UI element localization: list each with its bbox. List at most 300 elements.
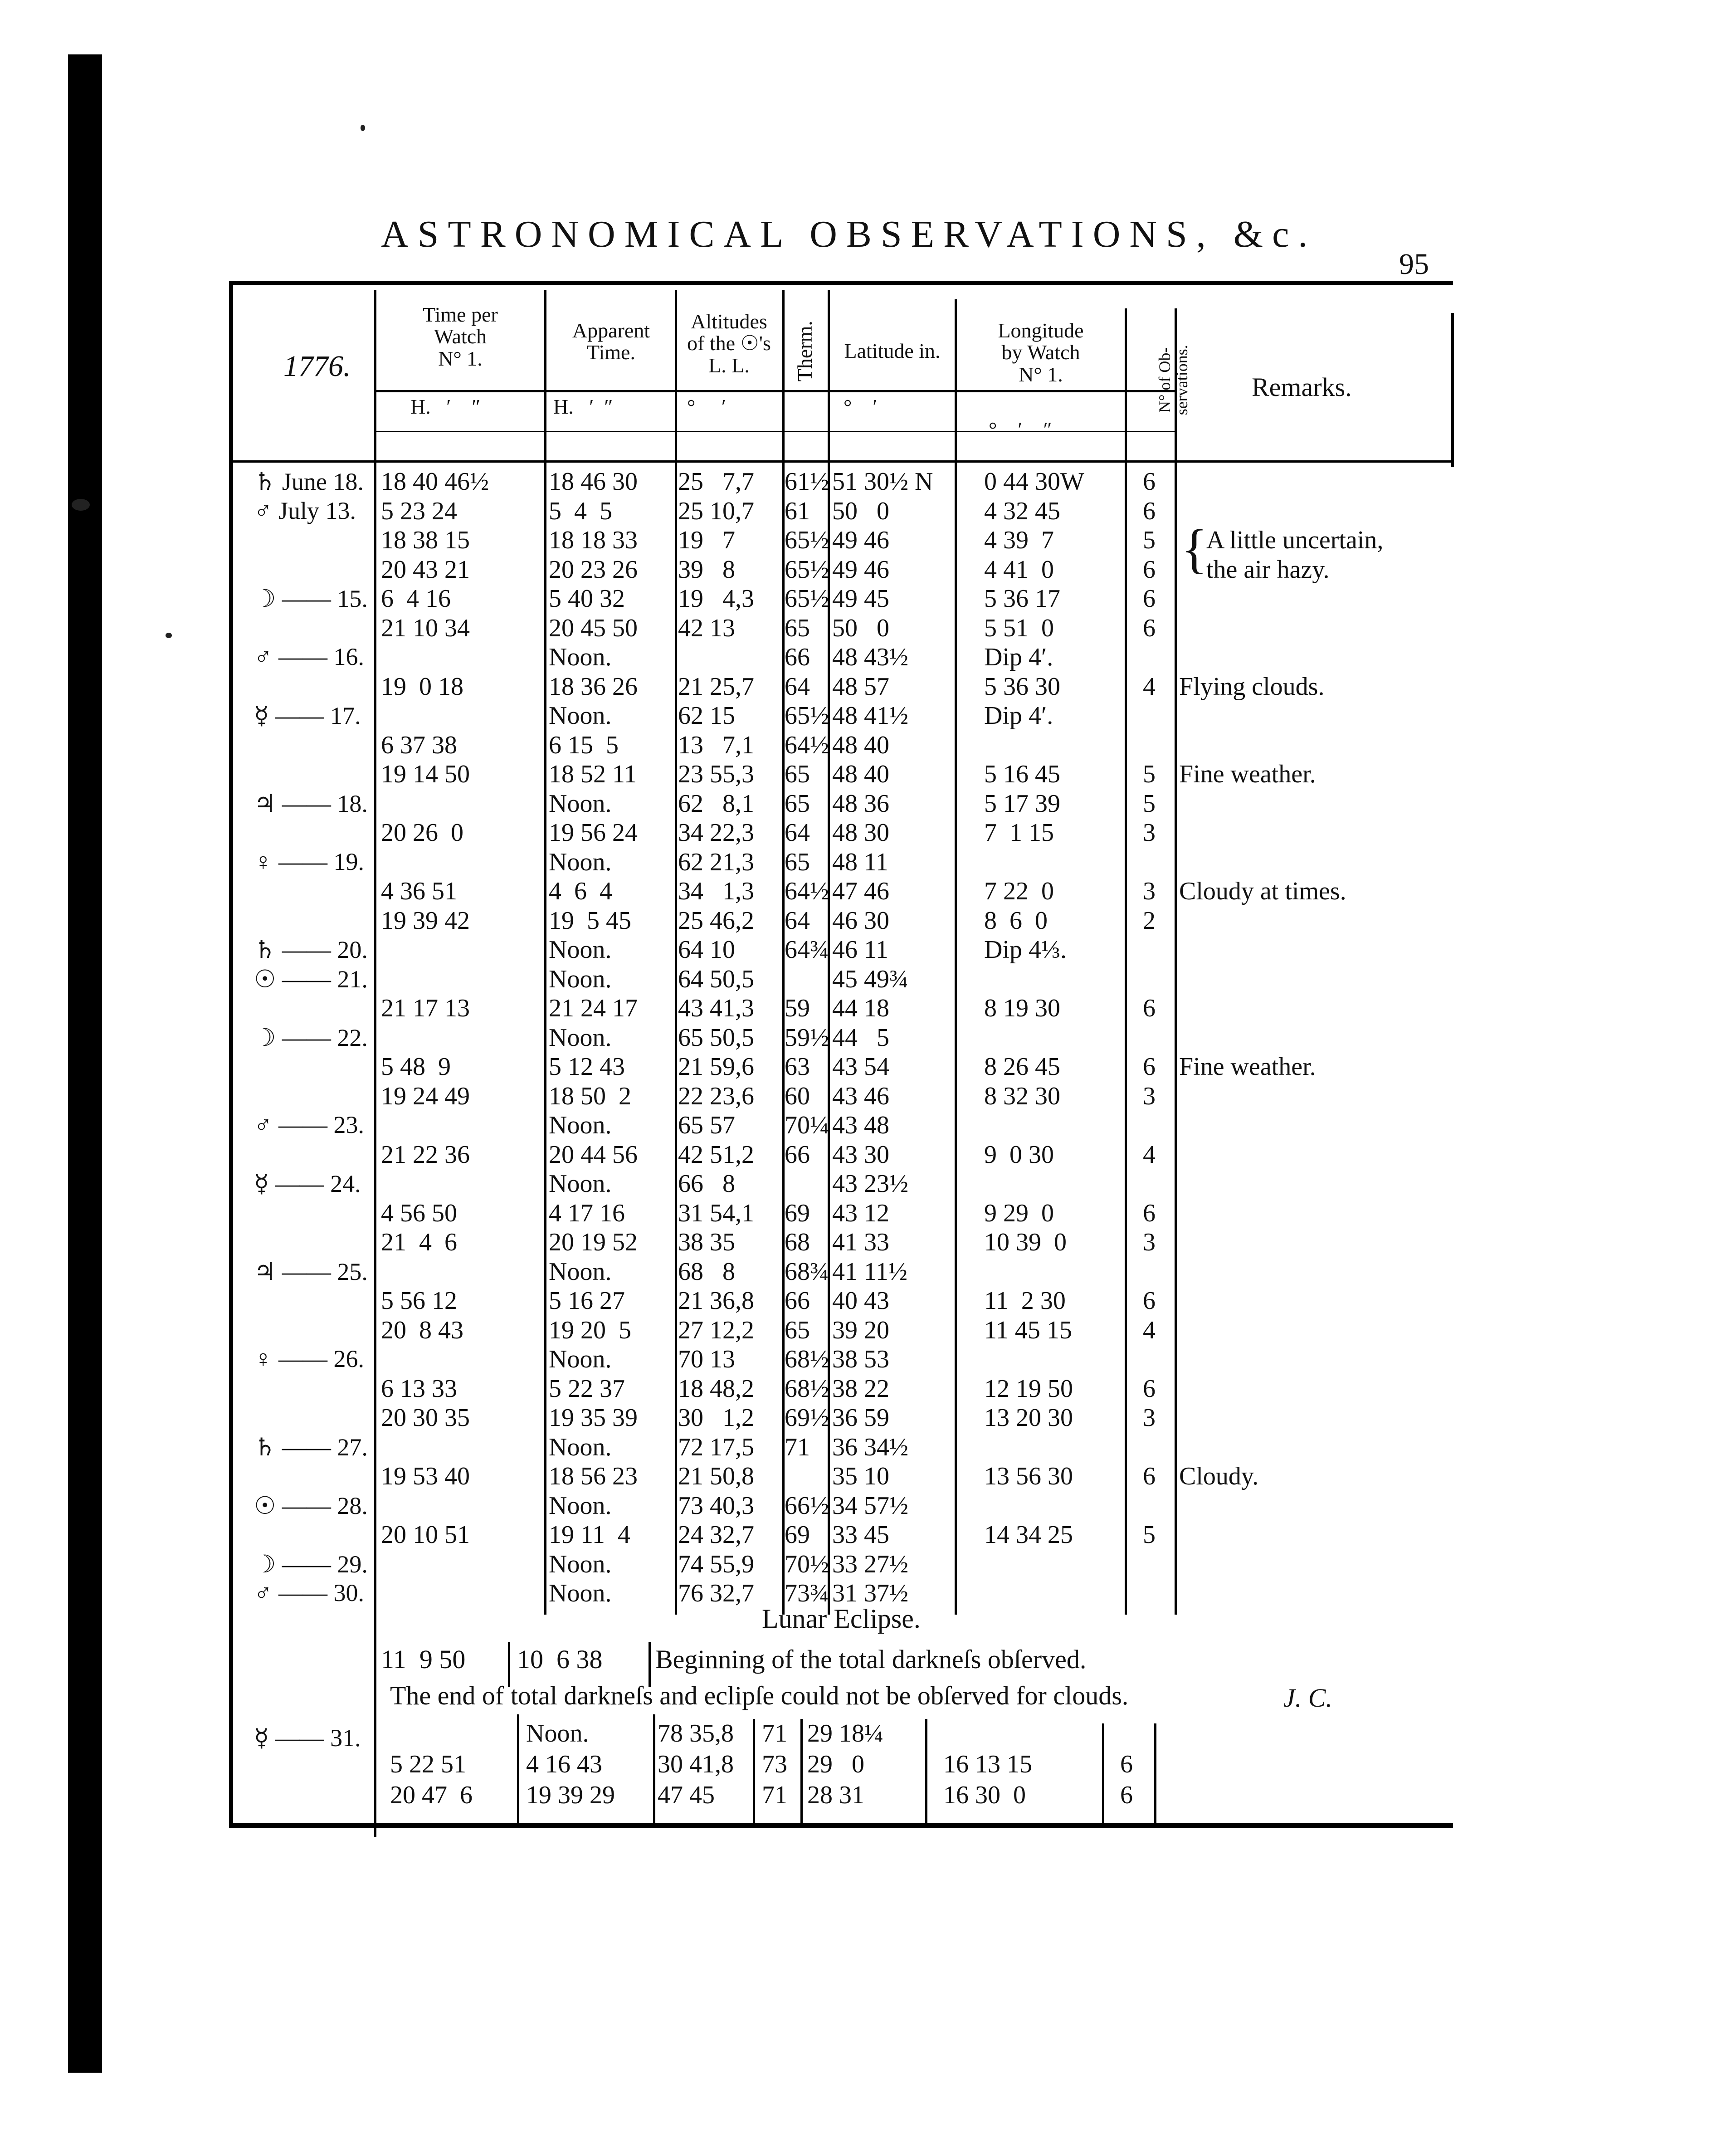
cell-apparent: 18 36 26 [549,672,638,701]
cell-watch: 19 0 18 [381,672,463,701]
final-cell-therm: 71 [762,1781,787,1809]
cell-apparent: 20 19 52 [549,1228,638,1256]
cell-watch: 19 53 40 [381,1462,470,1490]
cell-therm: 66½ [785,1491,829,1520]
cell-apparent: Noon. [549,1579,612,1607]
cell-obs: 5 [1143,760,1156,788]
cell-therm: 64 [785,819,810,847]
cell-apparent: 5 40 32 [549,585,625,613]
cell-obs: 6 [1143,497,1156,525]
cell-lon: 7 1 15 [984,819,1054,847]
cell-alt: 30 1,2 [678,1404,754,1432]
cell-obs: 6 [1143,1374,1156,1403]
cell-obs: 5 [1143,789,1156,818]
column-rule [955,299,957,1615]
cell-lat: 46 11 [832,936,888,964]
cell-therm: 61 [785,497,810,525]
running-head: ASTRONOMICAL OBSERVATIONS, &c. [381,213,1317,255]
cell-therm: 64 [785,672,810,701]
cell-lon: 14 34 25 [984,1521,1073,1549]
remark-text: Flying clouds. [1179,672,1325,701]
final-cell-apparent: Noon. [526,1719,589,1747]
cell-alt: 23 55,3 [678,760,754,788]
cell-lon: 7 22 0 [984,877,1054,905]
column-rule [753,1719,755,1823]
cell-apparent: Noon. [549,848,612,876]
cell-therm: 73¾ [785,1579,829,1607]
cell-lat: 49 45 [832,585,889,613]
cell-apparent: 5 22 37 [549,1374,625,1403]
eclipse-end-note: The end of total darkneſs and eclipſe could not be obſerved for clouds. [390,1681,1129,1710]
date-label: ☽ —— 22. [254,1024,368,1051]
cell-therm: 65 [785,760,810,788]
cell-obs: 6 [1143,614,1156,642]
date-label: ♂ —— 30. [254,1579,364,1606]
date-label: ☽ —— 29. [254,1550,368,1578]
cell-alt: 27 12,2 [678,1316,754,1344]
cell-obs: 6 [1143,1287,1156,1315]
cell-alt: 19 4,3 [678,585,754,613]
cell-obs: 4 [1143,1140,1156,1169]
remark-text: A little uncertain, [1206,526,1384,554]
date-label: ☿ —— 31. [254,1724,361,1752]
cell-lat: 38 22 [832,1374,889,1403]
cell-lon: 8 32 30 [984,1082,1060,1110]
eclipse-apparent-time: 10 6 38 [517,1645,603,1674]
cell-lat: 43 12 [832,1199,889,1227]
cell-alt: 21 59,6 [678,1053,754,1081]
cell-watch: 19 39 42 [381,906,470,935]
date-label: ♂ —— 23. [254,1111,364,1138]
cell-apparent: Noon. [549,1111,612,1139]
final-cell-watch: 20 47 6 [390,1781,473,1809]
cell-watch: 18 38 15 [381,526,470,554]
cell-lat: 43 48 [832,1111,889,1139]
cell-lon: 12 19 50 [984,1374,1073,1403]
cell-lat: 45 49¾ [832,965,908,993]
cell-obs: 6 [1143,585,1156,613]
cell-lat: 46 30 [832,906,889,935]
cell-apparent: 4 6 4 [549,877,612,905]
cell-obs: 3 [1143,819,1156,847]
ink-speck [166,633,172,638]
cell-alt: 73 40,3 [678,1491,754,1520]
cell-watch: 5 56 12 [381,1287,457,1315]
cell-apparent: Noon. [549,1257,612,1286]
final-cell-watch: 5 22 51 [390,1750,466,1778]
year-heading: 1776. [283,350,351,383]
cell-alt: 62 8,1 [678,789,754,818]
cell-therm: 61½ [785,468,829,496]
final-cell-therm: 73 [762,1750,787,1778]
cell-watch: 5 23 24 [381,497,457,525]
final-cell-obs: 6 [1120,1781,1133,1809]
final-cell-lat: 29 0 [807,1750,864,1778]
cell-lat: 49 46 [832,526,889,554]
remark-text: Fine weather. [1179,1053,1316,1081]
cell-obs: 6 [1143,555,1156,584]
observations-count-heading: N° of Ob- servations. [1156,345,1191,415]
header-rule [374,431,1175,432]
cell-obs: 6 [1143,1199,1156,1227]
final-cell-lon: 16 13 15 [943,1750,1032,1778]
header-rule [374,390,1175,392]
cell-lon: 4 41 0 [984,555,1054,584]
cell-watch: 5 48 9 [381,1053,451,1081]
cell-therm: 65½ [785,555,829,584]
cell-alt: 42 51,2 [678,1140,754,1169]
cell-lat: 43 54 [832,1053,889,1081]
cell-therm: 69½ [785,1404,829,1432]
cell-watch: 6 37 38 [381,731,457,759]
cell-lon: 8 6 0 [984,906,1048,935]
cell-therm: 64½ [785,731,829,759]
cell-lon: 8 19 30 [984,994,1060,1022]
cell-lon: 9 29 0 [984,1199,1054,1227]
cell-watch: 21 10 34 [381,614,470,642]
therm-heading: Therm. [793,321,816,382]
cell-apparent: 5 4 5 [549,497,612,525]
cell-therm: 68½ [785,1345,829,1373]
cell-lon: Dip 4⅓. [984,936,1067,964]
cell-lat: 48 57 [832,672,889,701]
cell-watch: 21 17 13 [381,994,470,1022]
cell-apparent: Noon. [549,1550,612,1578]
cell-lat: 50 0 [832,614,889,642]
cell-lat: 34 57½ [832,1491,908,1520]
cell-lat: 35 10 [832,1462,889,1490]
cell-watch: 6 13 33 [381,1374,457,1403]
cell-watch: 4 56 50 [381,1199,457,1227]
altitudes-heading: Altitudes of the ☉'s L. L. [687,310,771,377]
remark-text: Fine weather. [1179,760,1316,788]
column-rule [1125,308,1127,1615]
cell-alt: 66 8 [678,1170,735,1198]
column-rule [1154,1723,1156,1823]
cell-lon: 8 26 45 [984,1053,1060,1081]
cell-apparent: 21 24 17 [549,994,638,1022]
cell-lat: 48 11 [832,848,888,876]
cell-obs: 5 [1143,526,1156,554]
cell-watch: 4 36 51 [381,877,457,905]
cell-watch: 19 24 49 [381,1082,470,1110]
date-label: ♀ —— 26. [254,1345,364,1372]
cell-alt: 70 13 [678,1345,735,1373]
cell-watch: 20 30 35 [381,1404,470,1432]
header-rule [231,460,1451,463]
cell-alt: 13 7,1 [678,731,754,759]
cell-obs: 3 [1143,1082,1156,1110]
column-rule [1175,308,1177,1615]
cell-obs: 2 [1143,906,1156,935]
eclipse-watch-time: 11 9 50 [381,1645,466,1674]
cell-lat: 40 43 [832,1287,889,1315]
cell-apparent: 20 23 26 [549,555,638,584]
time-per-watch-heading: Time per Watch N° 1. [423,303,498,370]
cell-lon: 13 56 30 [984,1462,1073,1490]
date-label: ♄ —— 20. [254,936,368,963]
cell-obs: 5 [1143,1521,1156,1549]
cell-alt: 65 57 [678,1111,735,1139]
cell-therm: 66 [785,643,810,671]
units-latitude: ° ′ [844,395,878,418]
date-label: ♄ June 18. [254,468,364,495]
cell-therm: 65 [785,789,810,818]
cell-lon: 13 20 30 [984,1404,1073,1432]
cell-apparent: 6 15 5 [549,731,619,759]
cell-therm: 65½ [785,702,829,730]
signature: J. C. [1283,1683,1332,1713]
cell-apparent: 18 52 11 [549,760,637,788]
remark-text: the air hazy. [1206,555,1330,584]
units-time: H. ′ ″ [410,395,481,418]
cell-lat: 43 30 [832,1140,889,1169]
date-label: ♂ July 13. [254,497,356,524]
column-rule [1102,1723,1104,1823]
eclipse-title: Lunar Eclipse. [762,1604,921,1634]
date-label: ♄ —— 27. [254,1433,368,1461]
final-cell-lat: 29 18¼ [807,1719,883,1747]
cell-alt: 62 15 [678,702,735,730]
cell-therm: 65 [785,1316,810,1344]
cell-lat: 50 0 [832,497,889,525]
cell-lon: 5 16 45 [984,760,1060,788]
cell-alt: 21 25,7 [678,672,754,701]
cell-apparent: 18 50 2 [549,1082,631,1110]
cell-therm: 65½ [785,526,829,554]
cell-alt: 34 1,3 [678,877,754,905]
cell-lat: 48 30 [832,819,889,847]
cell-lon: Dip 4′. [984,702,1053,730]
cell-therm: 64 [785,906,810,935]
cell-lat: 44 5 [832,1023,889,1052]
cell-alt: 68 8 [678,1257,735,1286]
cell-apparent: 19 35 39 [549,1404,638,1432]
date-label: ☉ —— 21. [254,965,368,993]
cell-lat: 47 46 [832,877,889,905]
cell-watch: 18 40 46½ [381,468,489,496]
cell-apparent: 20 44 56 [549,1140,638,1169]
date-label: ☿ —— 17. [254,702,361,729]
cell-apparent: Noon. [549,1345,612,1373]
units-apparent: H. ′ ″ [553,395,613,418]
cell-apparent: 18 18 33 [549,526,638,554]
date-label: ♀ —— 19. [254,848,364,875]
cell-lon: 4 32 45 [984,497,1060,525]
cell-watch: 20 8 43 [381,1316,463,1344]
cell-alt: 22 23,6 [678,1082,754,1110]
cell-lat: 48 40 [832,731,889,759]
cell-therm: 71 [785,1433,810,1461]
cell-lon: Dip 4′. [984,643,1053,671]
cell-alt: 64 10 [678,936,735,964]
cell-lon: 5 36 30 [984,672,1060,701]
cell-apparent: Noon. [549,965,612,993]
cell-therm: 63 [785,1053,810,1081]
cell-apparent: Noon. [549,1170,612,1198]
cell-watch: 21 4 6 [381,1228,457,1256]
cell-lat: 48 43½ [832,643,908,671]
cell-therm: 59 [785,994,810,1022]
cell-lat: 51 30½ N [832,468,933,496]
column-rule [800,1719,803,1823]
units-altitude: ° ′ [687,395,726,418]
cell-apparent: 5 16 27 [549,1287,625,1315]
cell-alt: 43 41,3 [678,994,754,1022]
remarks-heading: Remarks. [1252,372,1352,402]
cell-alt: 62 21,3 [678,848,754,876]
cell-watch: 6 4 16 [381,585,451,613]
eclipse-beginning-note: Beginning of the total darkneſs obſerved. [655,1645,1087,1674]
cell-therm: 64½ [785,877,829,905]
cell-apparent: 18 56 23 [549,1462,638,1490]
final-cell-lon: 16 30 0 [943,1781,1026,1809]
final-cell-apparent: 4 16 43 [526,1750,602,1778]
cell-alt: 31 54,1 [678,1199,754,1227]
cell-therm: 70¼ [785,1111,829,1139]
cell-lat: 38 53 [832,1345,889,1373]
cell-alt: 19 7 [678,526,735,554]
cell-apparent: 4 17 16 [549,1199,625,1227]
final-cell-alt: 47 45 [658,1781,715,1809]
cell-alt: 21 50,8 [678,1462,754,1490]
cell-therm: 65½ [785,585,829,613]
cell-alt: 25 10,7 [678,497,754,525]
date-label: ♂ —— 16. [254,643,364,670]
apparent-time-heading: Apparent Time. [572,319,650,364]
cell-lat: 33 27½ [832,1550,908,1578]
cell-lat: 41 11½ [832,1257,907,1286]
cell-alt: 72 17,5 [678,1433,754,1461]
cell-lat: 31 37½ [832,1579,908,1607]
cell-lat: 36 59 [832,1404,889,1432]
cell-alt: 18 48,2 [678,1374,754,1403]
cell-lon: 5 51 0 [984,614,1054,642]
cell-apparent: 19 56 24 [549,819,638,847]
cell-apparent: 19 11 4 [549,1521,630,1549]
column-rule [653,1714,655,1823]
units-longitude: ° ′ ″ [989,418,1052,441]
column-rule [374,290,376,1837]
cell-therm: 68½ [785,1374,829,1403]
cell-lat: 44 18 [832,994,889,1022]
cell-apparent: Noon. [549,643,612,671]
remark-text: Cloudy at times. [1179,877,1346,905]
cell-lon: 5 17 39 [984,789,1060,818]
cell-alt: 21 36,8 [678,1287,754,1315]
cell-lon: 10 39 0 [984,1228,1067,1256]
cell-alt: 25 46,2 [678,906,754,935]
cell-watch: 20 26 0 [381,819,463,847]
cell-watch: 19 14 50 [381,760,470,788]
cell-apparent: 18 46 30 [549,468,638,496]
cell-alt: 38 35 [678,1228,735,1256]
cell-therm: 68¾ [785,1257,829,1286]
cell-apparent: 20 45 50 [549,614,638,642]
final-cell-alt: 78 35,8 [658,1719,734,1747]
cell-therm: 65 [785,848,810,876]
cell-lat: 39 20 [832,1316,889,1344]
cell-therm: 59½ [785,1023,829,1052]
final-cell-apparent: 19 39 29 [526,1781,615,1809]
date-label: ☿ —— 24. [254,1170,361,1197]
cell-lon: 11 45 15 [984,1316,1072,1344]
cell-apparent: Noon. [549,936,612,964]
longitude-heading: Longitude by Watch N° 1. [998,319,1084,386]
cell-obs: 4 [1143,672,1156,701]
cell-apparent: Noon. [549,789,612,818]
cell-alt: 42 13 [678,614,735,642]
page-number: 95 [1399,248,1429,281]
cell-alt: 24 32,7 [678,1521,754,1549]
column-rule [925,1719,927,1823]
final-cell-alt: 30 41,8 [658,1750,734,1778]
cell-therm: 65 [785,614,810,642]
cell-lon: 11 2 30 [984,1287,1066,1315]
cell-lat: 36 34½ [832,1433,908,1461]
cell-therm: 64¾ [785,936,829,964]
cell-watch: 20 10 51 [381,1521,470,1549]
date-label: ♃ —— 25. [254,1258,368,1285]
cell-lon: 4 39 7 [984,526,1054,554]
final-cell-lat: 28 31 [807,1781,864,1809]
cell-watch: 21 22 36 [381,1140,470,1169]
remark-brace: { [1181,518,1208,579]
cell-apparent: Noon. [549,1491,612,1520]
cell-lat: 48 41½ [832,702,908,730]
column-rule [675,290,677,1615]
cell-alt: 65 50,5 [678,1023,754,1052]
cell-lat: 33 45 [832,1521,889,1549]
cell-therm: 60 [785,1082,810,1110]
cell-therm: 69 [785,1521,810,1549]
cell-lat: 48 36 [832,789,889,818]
remark-text: Cloudy. [1179,1462,1259,1490]
cell-obs: 6 [1143,994,1156,1022]
latitude-heading: Latitude in. [844,339,941,362]
cell-obs: 6 [1143,1053,1156,1081]
book-spine-shadow [68,54,102,2073]
cell-apparent: Noon. [549,702,612,730]
cell-lon: 9 0 30 [984,1140,1054,1169]
column-rule [517,1714,519,1823]
cell-obs: 6 [1143,468,1156,496]
cell-lat: 49 46 [832,555,889,584]
cell-therm: 69 [785,1199,810,1227]
cell-alt: 34 22,3 [678,819,754,847]
cell-obs: 3 [1143,1228,1156,1256]
cell-lat: 41 33 [832,1228,889,1256]
date-label: ☽ —— 15. [254,585,368,612]
cell-apparent: Noon. [549,1433,612,1461]
cell-alt: 76 32,7 [678,1579,754,1607]
cell-lat: 43 23½ [832,1170,908,1198]
final-cell-obs: 6 [1120,1750,1133,1778]
cell-therm: 70½ [785,1550,829,1578]
cell-obs: 4 [1143,1316,1156,1344]
cell-lon: 0 44 30W [984,468,1084,496]
cell-alt: 64 50,5 [678,965,754,993]
ink-speck [361,125,365,131]
cell-apparent: 19 20 5 [549,1316,631,1344]
cell-therm: 66 [785,1287,810,1315]
cell-therm: 68 [785,1228,810,1256]
cell-apparent: 19 5 45 [549,906,631,935]
cell-alt: 25 7,7 [678,468,754,496]
cell-apparent: Noon. [549,1023,612,1052]
cell-obs: 3 [1143,877,1156,905]
cell-alt: 39 8 [678,555,735,584]
